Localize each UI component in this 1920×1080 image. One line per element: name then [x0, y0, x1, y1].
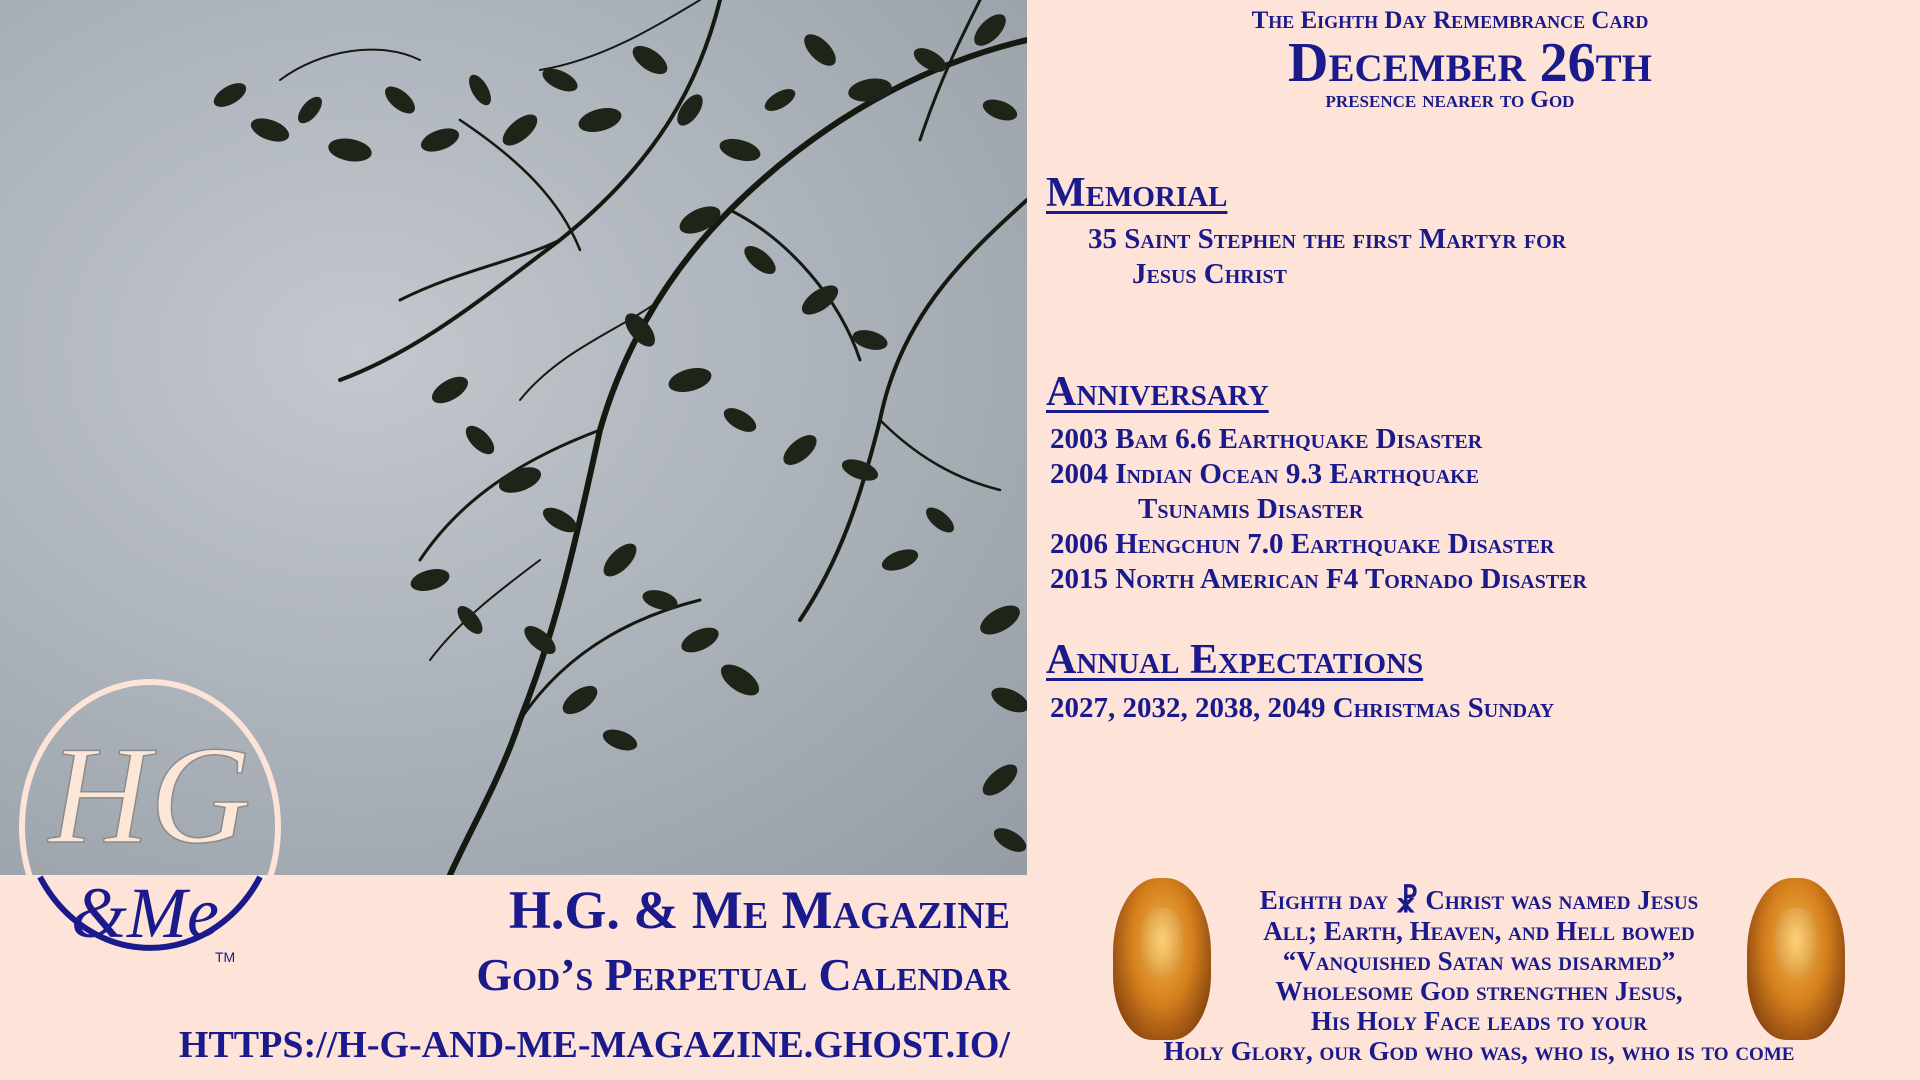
anniversary-entry: 2006 Hengchun 7.0 Earthquake Disaster: [1050, 528, 1555, 560]
poem-line: “Vanquished Satan was disarmed”: [1282, 945, 1676, 976]
memorial-entry: Jesus Christ: [1132, 258, 1287, 290]
poem-line: His Holy Face leads to your: [1310, 1005, 1648, 1036]
card-subtitle: presence nearer to God: [1325, 87, 1575, 113]
logo-and-me: &Me: [71, 873, 219, 953]
poem-line-end: Christ was named Jesus: [1425, 885, 1699, 915]
anniversary-entry: 2003 Bam 6.6 Earthquake Disaster: [1050, 423, 1483, 455]
anniversary-entry: 2015 North American F4 Tornado Disaster: [1050, 563, 1587, 595]
anniversary-heading: Anniversary: [1046, 369, 1269, 415]
magazine-title: H.G. & Me Magazine: [508, 880, 1010, 940]
card-kicker: The Eighth Day Remembrance Card: [1251, 7, 1649, 34]
anniversary-entry: Tsunamis Disaster: [1138, 493, 1364, 525]
trademark-mark: TM: [215, 949, 236, 965]
expectations-heading: Annual Expectations: [1046, 637, 1424, 683]
poem-line: Wholesome God strengthen Jesus,: [1275, 975, 1683, 1006]
poem-line-start: Eighth day: [1259, 885, 1389, 915]
hg-me-logo: [10, 672, 290, 1007]
anniversary-entry: 2004 Indian Ocean 9.3 Earthquake: [1050, 458, 1480, 490]
memorial-entry: 35 Saint Stephen the first Martyr for: [1088, 223, 1567, 255]
chi-rho-symbol: ☧: [1395, 885, 1419, 919]
magazine-subtitle: God’s Perpetual Calendar: [476, 949, 1010, 1000]
poem-line: All; Earth, Heaven, and Hell bowed: [1263, 915, 1695, 946]
expectations-entry: 2027, 2032, 2038, 2049 Christmas Sunday: [1050, 692, 1555, 724]
card-date: December 26th: [1288, 32, 1652, 94]
poem: [1105, 885, 1853, 1066]
memorial-heading: Memorial: [1046, 170, 1228, 216]
poem-line: [1105, 885, 1853, 919]
magazine-url[interactable]: HTTPS://H-G-AND-ME-MAGAZINE.GHOST.IO/: [178, 1024, 1010, 1066]
logo-monogram: HG: [48, 718, 252, 873]
poem-line: Holy Glory, our God who was, who is, who is to come: [1163, 1035, 1795, 1066]
